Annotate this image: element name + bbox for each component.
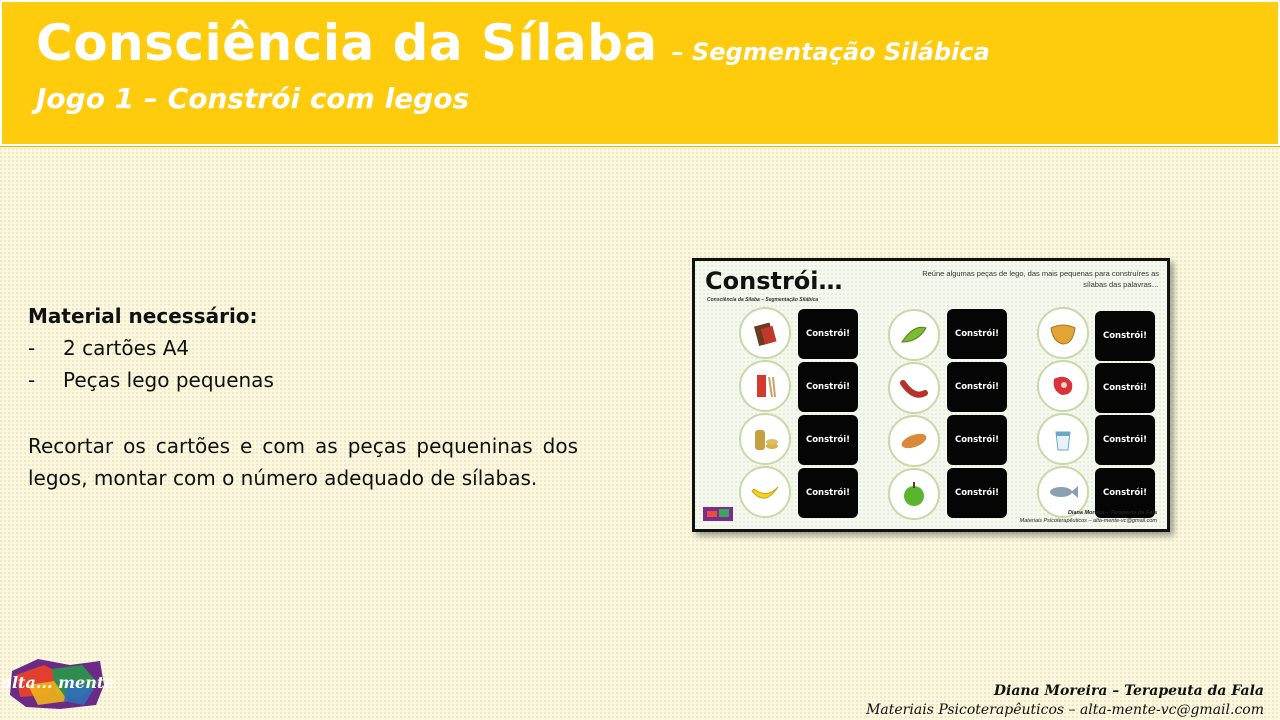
preview-title: Constrói…: [705, 267, 843, 295]
construct-box: Constrói!: [1095, 311, 1155, 361]
preview-footer: [1020, 509, 1157, 525]
footer-credits: [866, 682, 1264, 720]
bread-icon: [888, 415, 940, 467]
list-item: [28, 332, 578, 364]
banana-icon: [739, 466, 791, 518]
materials-list: [28, 332, 578, 396]
preview-footer-name: Diana Moreira – Terapeuta da Fala: [1067, 510, 1157, 516]
footer-contact: Materiais Psicoterapêuticos – alta-mente-vc@gmail.com: [866, 702, 1264, 718]
apple-icon: [888, 468, 940, 520]
construct-box: Constrói!: [1095, 468, 1155, 518]
chocolate-icon: [739, 307, 791, 359]
construct-box: Constrói!: [798, 309, 858, 359]
title-main: Consciência da Sílaba: [36, 14, 658, 72]
alta-mente-logo: [1, 655, 115, 713]
preview-footer-contact: Materiais Psicoterapêuticos – alta-mente-vc@gmail.com: [1019, 518, 1157, 524]
list-item: [28, 364, 578, 396]
construct-box: Constrói!: [798, 362, 858, 412]
yogurt-icon: [1037, 413, 1089, 465]
title-banner: [0, 0, 1280, 146]
preview-instruction: Reúne algumas peças de lego, das mais pequenas para construíres as sílabas das palavras…: [922, 269, 1159, 289]
instructions-paragraph: Recortar os cartões e com as peças pequeninas dos legos, montar com o número adequado de sílabas.: [28, 434, 578, 490]
construct-box: Constrói!: [798, 468, 858, 518]
logo-text: alta... mente: [1, 673, 115, 692]
list-item-text: 2 cartões A4: [63, 336, 190, 360]
list-marker: -: [28, 368, 36, 392]
slide-title: [36, 14, 990, 72]
construct-box: Constrói!: [947, 362, 1007, 412]
construct-box: Constrói!: [947, 309, 1007, 359]
construct-box: Constrói!: [947, 468, 1007, 518]
materials-section: [28, 300, 578, 494]
meat-icon: [1037, 360, 1089, 412]
game-card-preview: [692, 258, 1170, 532]
construct-box: Constrói!: [947, 415, 1007, 465]
sausage-icon: [888, 362, 940, 414]
pastry-icon: [1037, 307, 1089, 359]
footer-author: Diana Moreira – Terapeuta da Fala: [993, 683, 1264, 699]
construct-box: Constrói!: [798, 415, 858, 465]
list-marker: -: [28, 336, 36, 360]
coins-icon: [739, 413, 791, 465]
title-suffix: – Segmentação Silábica: [671, 38, 990, 66]
matches-icon: [739, 360, 791, 412]
construct-box: Constrói!: [1095, 415, 1155, 465]
list-item-text: Peças lego pequenas: [63, 368, 274, 392]
materials-heading: Material necessário:: [28, 304, 258, 328]
preview-subtitle: Consciência da Sílaba – Segmentação Silábica: [707, 297, 819, 303]
slide-subtitle: Jogo 1 – Constrói com legos: [36, 82, 470, 115]
construct-box: Constrói!: [1095, 363, 1155, 413]
bean-pod-icon: [888, 309, 940, 361]
preview-logo-icon: [701, 503, 735, 525]
